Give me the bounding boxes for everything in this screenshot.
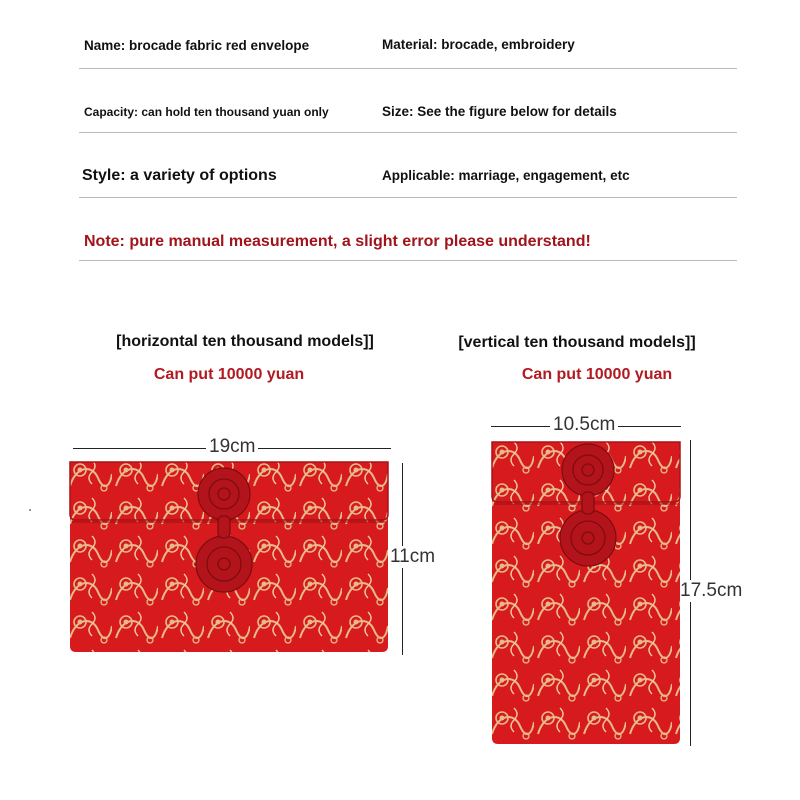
spec-capacity: Capacity: can hold ten thousand yuan only — [84, 105, 329, 119]
spec-name: Name: brocade fabric red envelope — [84, 38, 310, 53]
horizontal-model-title: [horizontal ten thousand models]] — [116, 333, 374, 350]
vertical-height-label: 17.5cm — [677, 580, 745, 602]
horizontal-width-label: 19cm — [206, 436, 258, 458]
vertical-model-title: [vertical ten thousand models]] — [458, 334, 696, 351]
horizontal-envelope-photo — [66, 456, 392, 656]
vertical-width-label: 10.5cm — [550, 414, 618, 436]
horizontal-model-subtitle: Can put 10000 yuan — [153, 366, 305, 383]
measurement-note: Note: pure manual measurement, a slight error please understand! — [84, 233, 591, 250]
vertical-envelope-photo — [488, 438, 684, 748]
spec-row-2 — [79, 68, 737, 133]
spec-row-3 — [79, 132, 737, 198]
spec-row-4 — [79, 197, 737, 261]
stray-dot — [29, 509, 31, 511]
vertical-model-subtitle: Can put 10000 yuan — [521, 366, 673, 383]
horizontal-height-label: 11cm — [387, 546, 438, 568]
spec-size: Size: See the figure below for details — [382, 104, 617, 119]
spec-material: Material: brocade, embroidery — [382, 37, 575, 52]
spec-applicable: Applicable: marriage, engagement, etc — [382, 168, 630, 183]
spec-row-1 — [79, 28, 737, 69]
spec-style: Style: a variety of options — [82, 167, 277, 184]
